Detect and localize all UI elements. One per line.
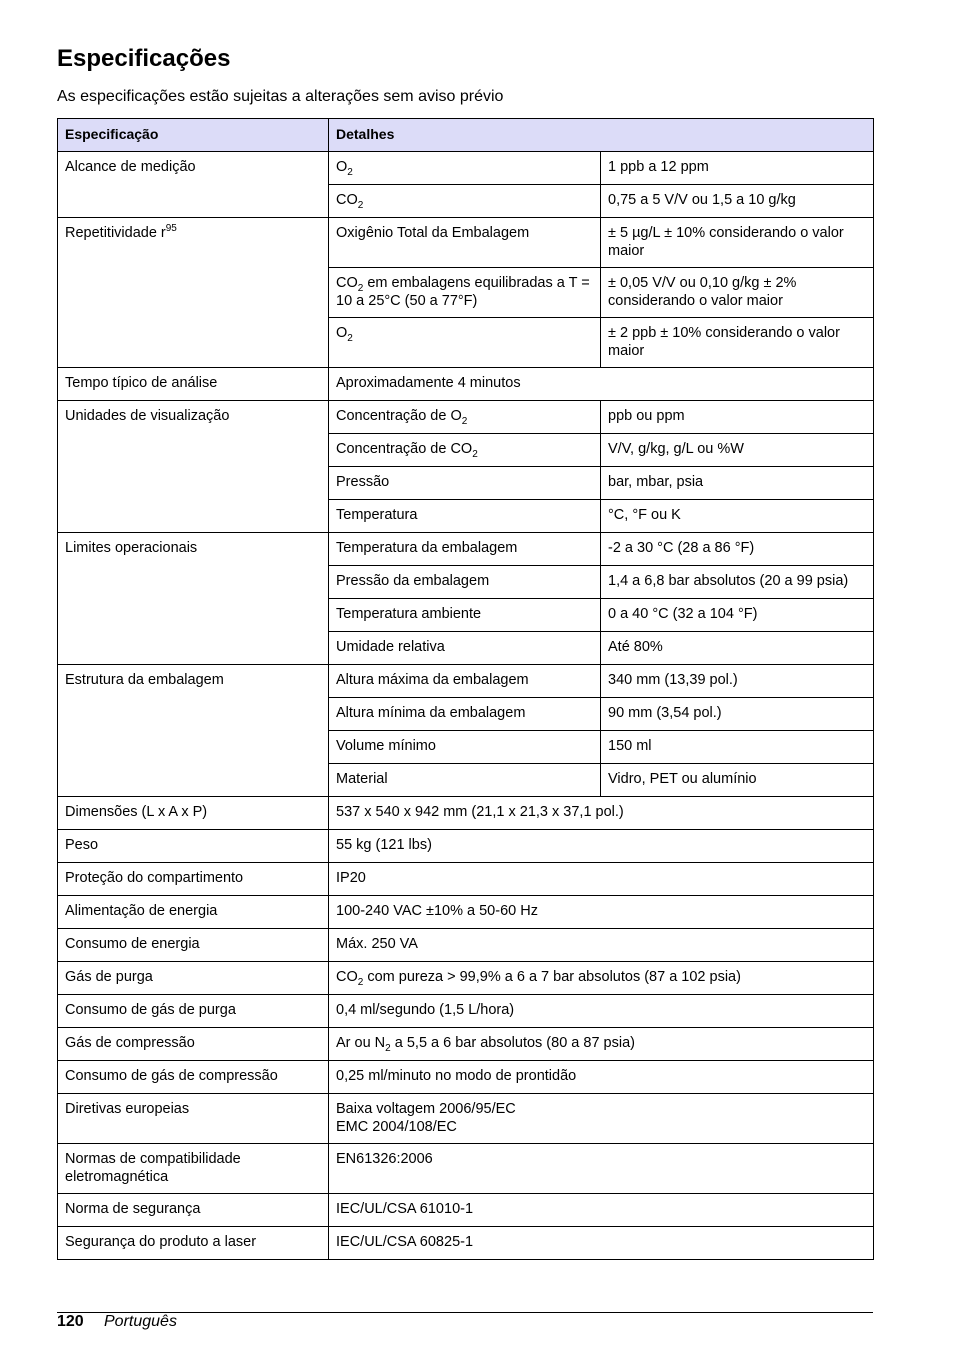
table-row (58, 1028, 874, 1061)
detail-cell (329, 1028, 874, 1061)
spec-name: Peso (65, 837, 99, 853)
footer-divider (57, 1312, 873, 1313)
detail-label: Concentração de O (336, 408, 462, 424)
spec-name-cell (58, 401, 329, 533)
detail-text: Ar ou N (336, 1035, 386, 1051)
spec-name-cell (58, 962, 329, 995)
detail-value-cell (601, 401, 874, 434)
table-row (58, 929, 874, 962)
detail-text: IEC/UL/CSA 61010-1 (336, 1201, 474, 1217)
detail-label: Pressão da embalagem (336, 573, 490, 589)
detail-label-cont: em embalagens equilibradas a T = 10 a 25°C (50 a 77°F) (336, 275, 590, 309)
detail-text-cont: a 5,5 a 6 bar absolutos (80 a 87 psia) (390, 1035, 635, 1051)
spec-name-cell (58, 1094, 329, 1144)
subscript: 2 (472, 449, 478, 460)
spec-name-cell (58, 1028, 329, 1061)
detail-label-cell (329, 401, 601, 434)
spec-name-cell (58, 152, 329, 218)
spec-name: Consumo de gás de compressão (65, 1068, 278, 1084)
detail-label: Altura máxima da embalagem (336, 672, 529, 688)
subscript: 2 (357, 283, 364, 294)
detail-label: Material (336, 771, 388, 787)
detail-label: Temperatura (336, 507, 418, 523)
detail-value-cell (601, 152, 874, 185)
subscript: 2 (347, 167, 353, 178)
detail-cell (329, 995, 874, 1028)
detail-value-cell (601, 533, 874, 566)
subscript: 2 (357, 200, 364, 211)
detail-cell (329, 830, 874, 863)
spec-name: Alimentação de energia (65, 903, 218, 919)
detail-label-cell (329, 500, 601, 533)
detail-label-cell (329, 632, 601, 665)
detail-value-cell (601, 218, 874, 268)
detail-value: 340 mm (13,39 pol.) (608, 672, 738, 688)
detail-label-cell (329, 434, 601, 467)
subscript: 2 (461, 416, 468, 427)
spec-name-cell (58, 863, 329, 896)
spec-name: Proteção do compartimento (65, 870, 244, 886)
detail-label-cell (329, 731, 601, 764)
detail-text-cont: com pureza > 99,9% a 6 a 7 bar absolutos (87 a 102 psia) (363, 969, 741, 985)
table-row (58, 830, 874, 863)
detail-label: Temperatura ambiente (336, 606, 482, 622)
detail-cell (329, 863, 874, 896)
spec-name: Alcance de medição (65, 159, 196, 175)
spec-name: Consumo de gás de purga (65, 1002, 236, 1018)
detail-text: EN61326:2006 (336, 1151, 433, 1167)
spec-name-cell (58, 830, 329, 863)
detail-label-cell (329, 218, 601, 268)
spec-name: Gás de purga (65, 969, 153, 985)
table-row (58, 896, 874, 929)
spec-name: Unidades de visualização (65, 408, 230, 424)
spec-name: Normas de compatibilidade eletromagnética (65, 1151, 241, 1185)
table-row (58, 1227, 874, 1260)
detail-text: 0,25 ml/minuto no modo de prontidão (336, 1068, 577, 1084)
page-title: Especificações (57, 45, 231, 72)
spec-name-cell (58, 797, 329, 830)
detail-value-cell (601, 467, 874, 500)
detail-cell (329, 1144, 874, 1194)
spec-name: Consumo de energia (65, 936, 200, 952)
spec-name-cell (58, 1227, 329, 1260)
detail-label: Altura mínima da embalagem (336, 705, 526, 721)
detail-value-cell (601, 764, 874, 797)
detail-cell (329, 1094, 874, 1144)
spec-name-cell (58, 995, 329, 1028)
detail-text: 100-240 VAC ±10% a 50-60 Hz (336, 903, 538, 919)
detail-value-cell (601, 318, 874, 368)
table-row (58, 368, 874, 401)
detail-value-cell (601, 268, 874, 318)
detail-text: CO (336, 969, 358, 985)
detail-cell (329, 797, 874, 830)
spec-name-cell (58, 1194, 329, 1227)
detail-cell (329, 896, 874, 929)
detail-label-cell (329, 665, 601, 698)
spec-name: Dimensões (L x A x P) (65, 804, 208, 820)
detail-value-cell (601, 698, 874, 731)
spec-name: Repetitividade r (65, 225, 166, 241)
detail-value: Vidro, PET ou alumínio (608, 771, 757, 787)
detail-value-cell (601, 632, 874, 665)
table-row (58, 1094, 874, 1144)
detail-label: CO (336, 275, 358, 291)
detail-label-cell (329, 764, 601, 797)
detail-value: °C, °F ou K (608, 507, 681, 523)
detail-label: Volume mínimo (336, 738, 436, 754)
table-row (58, 797, 874, 830)
subscript: 2 (347, 333, 353, 344)
detail-cell (329, 1194, 874, 1227)
detail-label: Concentração de CO (336, 441, 473, 457)
detail-line: EMC 2004/108/EC (336, 1118, 457, 1135)
page-subtitle: As especificações estão sujeitas a alterações sem aviso prévio (57, 88, 504, 105)
table-row (58, 533, 874, 566)
specifications-table (57, 118, 874, 1260)
table-row (58, 1061, 874, 1094)
spec-name-cell (58, 896, 329, 929)
detail-value: 1,4 a 6,8 bar absolutos (20 a 99 psia) (608, 573, 849, 589)
header-details: Detalhes (329, 119, 874, 152)
table-row (58, 1194, 874, 1227)
detail-value: 0 a 40 °C (32 a 104 °F) (608, 606, 758, 622)
detail-label: O (336, 325, 348, 341)
detail-text: 537 x 540 x 942 mm (21,1 x 21,3 x 37,1 pol.) (336, 804, 624, 820)
header-specification: Especificação (58, 119, 329, 152)
detail-label-cell (329, 185, 601, 218)
detail-value-cell (601, 566, 874, 599)
table-body (58, 152, 874, 1260)
detail-label-cell (329, 533, 601, 566)
table-row (58, 152, 874, 185)
spec-name: Norma de segurança (65, 1201, 201, 1217)
detail-label: Pressão (336, 474, 390, 490)
table-row (58, 962, 874, 995)
table-header-row (58, 119, 874, 152)
detail-value: 90 mm (3,54 pol.) (608, 705, 722, 721)
table-row (58, 401, 874, 434)
detail-label-cell (329, 599, 601, 632)
spec-name-cell (58, 1061, 329, 1094)
detail-value-cell (601, 500, 874, 533)
footer-language: Português (104, 1313, 177, 1330)
subscript: 2 (357, 977, 364, 988)
detail-value: ± 5 µg/L ± 10% considerando o valor maior (608, 225, 844, 259)
detail-value: 1 ppb a 12 ppm (608, 159, 709, 175)
detail-value: ± 2 ppb ± 10% considerando o valor maior (608, 325, 840, 359)
subscript: 2 (385, 1043, 391, 1054)
spec-name-cell (58, 929, 329, 962)
detail-label: Oxigênio Total da Embalagem (336, 225, 530, 241)
table-row (58, 1144, 874, 1194)
detail-cell (329, 929, 874, 962)
detail-value-cell (601, 434, 874, 467)
detail-value-cell (601, 599, 874, 632)
detail-value: ppb ou ppm (608, 408, 685, 424)
detail-label: Umidade relativa (336, 639, 445, 655)
detail-text: 0,4 ml/segundo (1,5 L/hora) (336, 1002, 515, 1018)
detail-cell (329, 962, 874, 995)
detail-label-cell (329, 698, 601, 731)
detail-label: O (336, 159, 348, 175)
spec-name-cell (58, 533, 329, 665)
table-row (58, 863, 874, 896)
detail-text: IEC/UL/CSA 60825-1 (336, 1234, 474, 1250)
detail-label-cell (329, 467, 601, 500)
spec-name: Tempo típico de análise (65, 375, 218, 391)
detail-label-cell (329, 318, 601, 368)
detail-value-cell (601, 185, 874, 218)
detail-label-cell (329, 566, 601, 599)
detail-value-cell (601, 731, 874, 764)
spec-name: Gás de compressão (65, 1035, 195, 1051)
spec-name-cell (58, 1144, 329, 1194)
spec-name: Diretivas europeias (65, 1101, 190, 1117)
detail-cell (329, 1227, 874, 1260)
detail-text: Máx. 250 VA (336, 936, 418, 952)
detail-label: Temperatura da embalagem (336, 540, 518, 556)
spec-name: Limites operacionais (65, 540, 198, 556)
spec-name-cell (58, 218, 329, 368)
detail-value: 150 ml (608, 738, 652, 754)
detail-label: CO (336, 192, 358, 208)
detail-cell (329, 1061, 874, 1094)
page-number: 120 (57, 1313, 84, 1330)
detail-text: 55 kg (121 lbs) (336, 837, 432, 853)
detail-value: -2 a 30 °C (28 a 86 °F) (608, 540, 755, 556)
table-row (58, 218, 874, 268)
spec-name: Estrutura da embalagem (65, 672, 224, 688)
detail-label-cell (329, 268, 601, 318)
detail-value-cell (601, 665, 874, 698)
detail-label-cell (329, 152, 601, 185)
detail-value: ± 0,05 V/V ou 0,10 g/kg ± 2% considerando o valor maior (608, 275, 797, 309)
detail-cell (329, 368, 874, 401)
spec-name: Segurança do produto a laser (65, 1234, 257, 1250)
superscript: 95 (165, 223, 177, 234)
table-row (58, 995, 874, 1028)
detail-value: 0,75 a 5 V/V ou 1,5 a 10 g/kg (608, 192, 796, 208)
detail-text: IP20 (336, 870, 366, 886)
detail-value: bar, mbar, psia (608, 474, 704, 490)
detail-text: Aproximadamente 4 minutos (336, 375, 521, 391)
spec-name-cell (58, 368, 329, 401)
detail-value: Até 80% (608, 639, 663, 655)
detail-line: Baixa voltagem 2006/95/EC (336, 1101, 516, 1117)
table-row (58, 665, 874, 698)
spec-name-cell (58, 665, 329, 797)
detail-value: V/V, g/kg, g/L ou %W (608, 441, 744, 457)
